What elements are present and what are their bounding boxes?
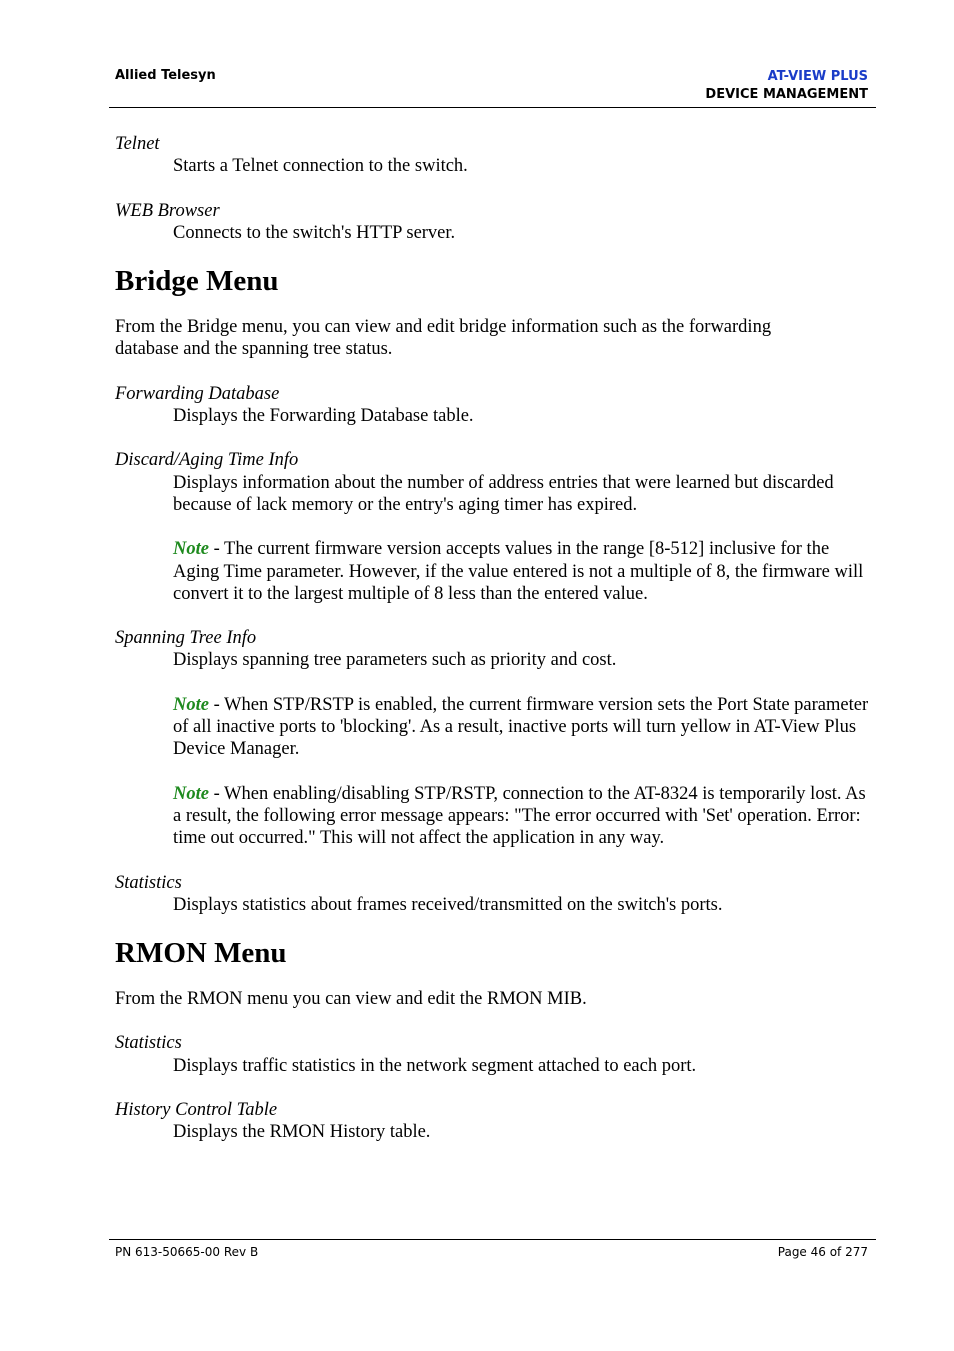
term-bridge-statistics: Statistics xyxy=(115,872,182,893)
term-rmon-statistics: Statistics xyxy=(115,1033,182,1054)
header-divider xyxy=(109,107,876,108)
header-section: DEVICE MANAGEMENT xyxy=(705,87,868,102)
desc-bridge-statistics: Displays statistics about frames received/transmitted on the switch's ports. xyxy=(173,894,723,915)
footer-divider xyxy=(109,1239,876,1240)
desc-history-control: Displays the RMON History table. xyxy=(173,1122,431,1143)
note-aging-time xyxy=(173,538,875,605)
desc-forwarding-database: Displays the Forwarding Database table. xyxy=(173,406,474,427)
note-text: - When enabling/disabling STP/RSTP, connection to the AT-8324 is temporarily lost. As a result, the following error message appears: "The error occurred with 'Set' operation. Error: time out occurred." This will not affect the application in any way. xyxy=(173,783,866,849)
note-stp-connection xyxy=(173,783,875,850)
section-title-bridge-menu: Bridge Menu xyxy=(115,265,279,298)
section-title-rmon-menu: RMON Menu xyxy=(115,937,287,970)
footer-part-number: PN 613-50665-00 Rev B xyxy=(115,1245,259,1259)
note-stp-blocking xyxy=(173,694,875,761)
term-telnet: Telnet xyxy=(115,134,160,154)
desc-telnet: Starts a Telnet connection to the switch. xyxy=(173,156,468,177)
term-spanning-tree: Spanning Tree Info xyxy=(115,628,257,649)
header-company: Allied Telesyn xyxy=(115,68,216,83)
note-label: Note xyxy=(173,694,209,715)
desc-spanning-tree: Displays spanning tree parameters such as priority and cost. xyxy=(173,650,617,671)
page-content xyxy=(115,133,875,1144)
term-discard-aging: Discard/Aging Time Info xyxy=(115,450,299,471)
header-product: AT-VIEW PLUS xyxy=(767,69,868,84)
term-forwarding-database: Forwarding Database xyxy=(115,383,280,404)
term-history-control: History Control Table xyxy=(115,1100,278,1121)
note-label: Note xyxy=(173,783,209,804)
footer-page-number: Page 46 of 277 xyxy=(777,1245,868,1259)
note-label: Note xyxy=(173,539,209,560)
desc-rmon-statistics: Displays traffic statistics in the network segment attached to each port. xyxy=(173,1055,697,1076)
desc-web-browser: Connects to the switch's HTTP server. xyxy=(173,222,456,243)
note-text: - When STP/RSTP is enabled, the current firmware version sets the Port State parameter of all inactive ports to 'blocking'. As a result, inactive ports will turn yellow in AT-View Plus Device Manager. xyxy=(173,694,869,760)
desc-discard-aging: Displays information about the number of address entries that were learned but discarded because of lack memory or the entry's aging timer has expired. xyxy=(173,472,834,515)
rmon-intro: From the RMON menu you can view and edit the RMON MIB. xyxy=(115,989,587,1010)
header-title-block xyxy=(705,68,868,104)
term-web-browser: WEB Browser xyxy=(115,200,220,221)
note-text: - The current firmware version accepts values in the range [8-512] inclusive for the Aging Time parameter. However, if the value entered is not a multiple of 8, the firmware will convert it to the largest multiple of 8 less than the entered value. xyxy=(173,539,864,604)
bridge-intro: From the Bridge menu, you can view and edit bridge information such as the forwarding database and the spanning tree status. xyxy=(115,317,772,360)
